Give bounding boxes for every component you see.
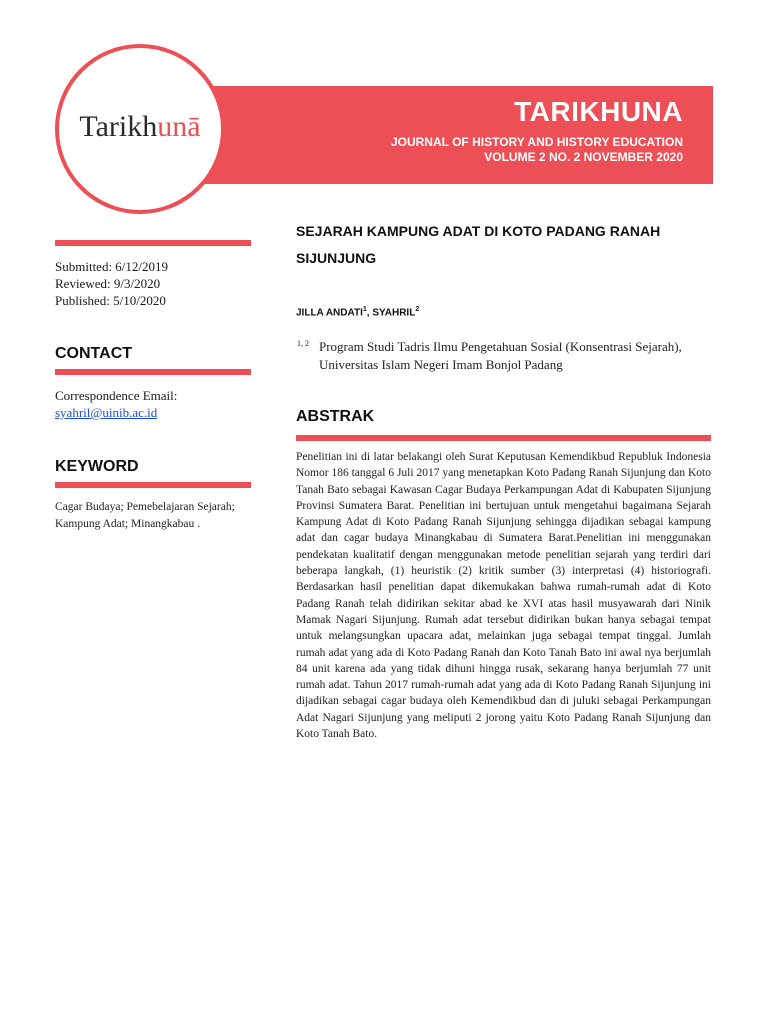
abstract-divider [296,435,711,441]
publication-dates [55,258,168,309]
abstract-heading: ABSTRAK [296,408,375,425]
journal-subtitle [391,135,683,165]
correspondence [55,387,177,421]
logo-main-text: Tarikh [79,110,158,143]
keywords-list: Cagar Budaya; Pemebelajaran Sejarah; Kampung Adat; Minangkabau . [55,501,235,530]
article-authors [296,306,419,318]
journal-volume: VOLUME 2 NO. 2 NOVEMBER 2020 [484,150,683,164]
email-link[interactable]: syahril@uinib.ac.id [55,405,158,420]
abstract-text: Penelitian ini di latar belakangi oleh Surat Keputusan Kemendikbud Republuk Indonesia Nomor 186 tanggal 6 Juli 2017 yang menetapkan Koto Padang Ranah Sijunjung dan Koto Tanah Bato sebagai Kawasan Cagar Budaya Perkampungan Adat di Kabupaten Sijunjung Provinsi Sumatera Barat. Penelitian ini bertujuan untuk mengetahui bagaimana Sejarah Kampung Adat di Koto Padang Ranah Sijunjung sehingga dijadikan sebagai kampung adat dan cagar budaya Minangkabau di Sumatera Barat.Penelitian ini menggunakan pendekatan kualitatif dengan menggunakan metode penelitian sejarah yang terdiri dari beberapa langkah, (1) heuristik (2) kritik sumber (3) interpretasi (4) historiografi. Berdasarkan hasil penelitian dapat dikemukakan bahwa rumah-rumah adat di Koto Padang Ranah telah didirikan sekitar abad ke XVI atas hasil musyawarah dari Ninik Mamak Nagari Sijunjung. Rumah adat tersebut didirikan bukan hanya sebagai tempat untuk melangsungkan upacara adat, melainkan juga sebagai tempat tinggal. Jumlah rumah adat yang ada di Koto Padang Ranah dan Koto Tanah Bato ini awal nya berjumlah 84 unit karena ada yang tidak dihuni hingga rusak, sekarang hanya berjumlah 77 unit rumah adat. Tahun 2017 rumah-rumah adat yang ada di Koto Padang Ranah Sijunjung ini dijadikan sebagai cagar budaya oleh Kemendikbud dan di juluki sebagai Perkampungan Adat Nagari Sijunjung yang meliputi 2 jorong yaitu Koto Padang Ranah Sijunjung dan Koto Tanah Bato. [296,451,711,741]
journal-name: TARIKHUNA [514,96,683,127]
journal-subtitle-line1: JOURNAL OF HISTORY AND HISTORY EDUCATION [390,135,683,149]
journal-logo [55,44,225,214]
logo-accent-text: unā [157,110,201,143]
sidebar-divider-top [55,240,251,246]
article-title: SEJARAH KAMPUNG ADAT DI KOTO PADANG RANAH SIJUNJUNG [296,223,661,266]
published-date: Published: 5/10/2020 [55,293,166,308]
keyword-divider [55,482,251,488]
author-2: SYAHRIL [372,307,416,319]
author-1-sup: 1 [362,306,367,313]
author-1: JILLA ANDATI [296,307,363,319]
author-2-sup: 2 [415,306,420,313]
affiliation-sup: 1, 2 [297,339,309,348]
correspondence-label: Correspondence Email: [55,388,178,403]
submitted-date: Submitted: 6/12/2019 [55,259,169,274]
affiliation: Program Studi Tadris Ilmu Pengetahuan Sosial (Konsentrasi Sejarah), Universitas Islam Negeri Imam Bonjol Padang [319,339,682,372]
journal-banner [150,86,713,184]
contact-divider [55,369,251,375]
contact-heading: CONTACT [55,345,133,362]
keyword-heading: KEYWORD [55,458,139,475]
author-separator: , [366,307,373,319]
logo-wordmark [59,110,221,144]
reviewed-date: Reviewed: 9/3/2020 [55,276,161,291]
